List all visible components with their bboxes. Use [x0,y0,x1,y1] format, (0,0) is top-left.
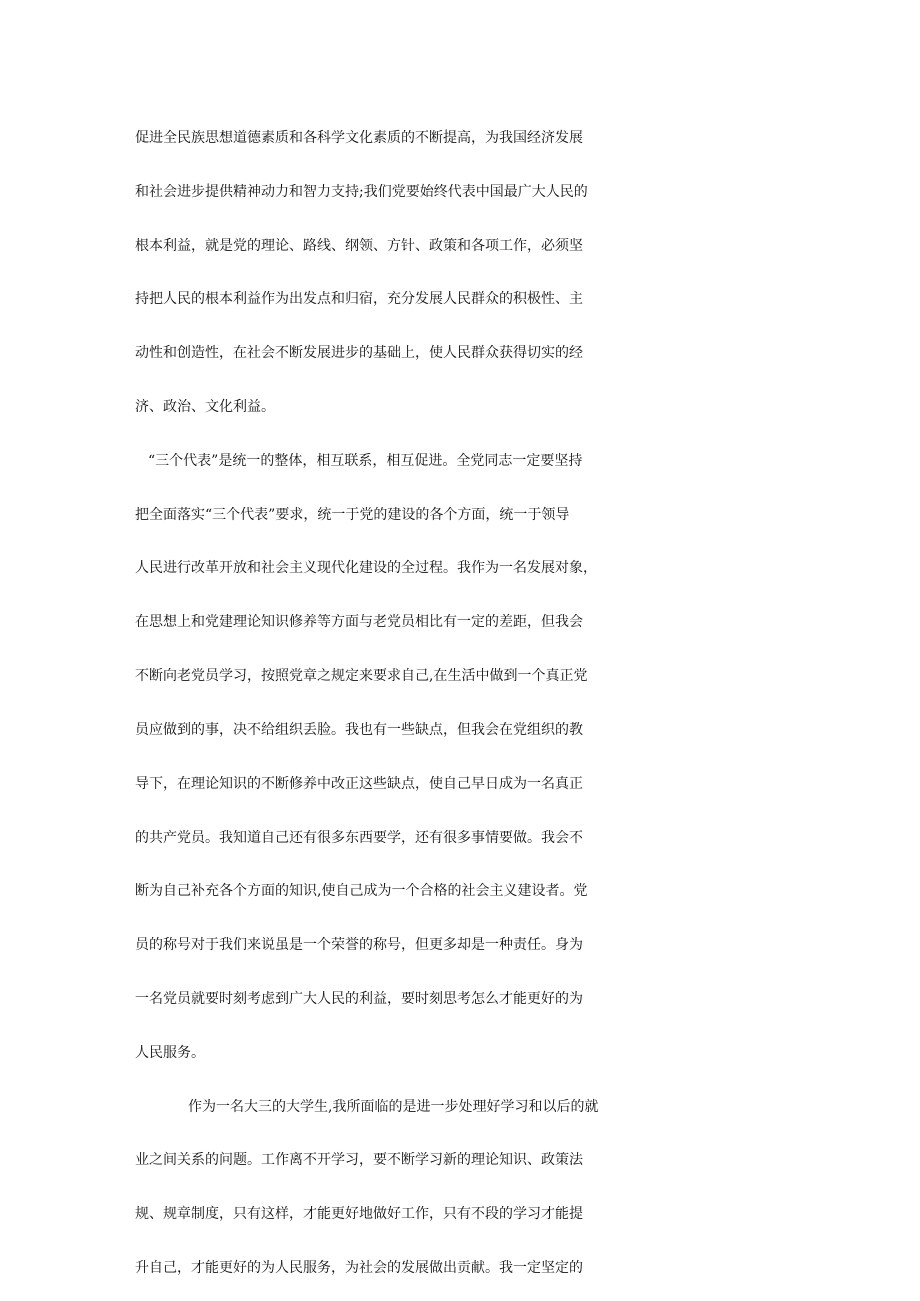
paragraph-2-line-9: 断为自己补充各个方面的知识,使自己成为一个合格的社会主义建设者。党 [135,883,588,900]
paragraph-1-line-5: 动性和创造性，在社会不断发展进步的基础上，使人民群众获得切实的经 [135,345,583,362]
paragraph-3-line-2: 业之间关系的问题。工作离不开学习，要不断学习新的理论知识、政策法 [135,1152,583,1169]
paragraph-1-line-1: 促进全民族思想道德素质和各科学文化素质的不断提高，为我国经济发展 [135,130,583,146]
paragraph-2-line-8: 的共产党员。我知道自己还有很多东西要学，还有很多事情要做。我会不 [135,829,583,846]
paragraph-2-line-1: “三个代表”是统一的整体，相互联系，相互促进。全党同志一定要坚持 [148,452,583,469]
paragraph-1-line-6: 济、政治、文化利益。 [135,399,275,416]
paragraph-3-line-1: 作为一名大三的大学生,我所面临的是进一步处理好学习和以后的就 [188,1098,599,1115]
paragraph-2-line-7: 导下，在理论知识的不断修养中改正这些缺点，使自己早日成为一名真正 [135,775,583,792]
paragraph-2-line-12: 人民服务。 [135,1044,205,1061]
paragraph-3-line-4: 升自己，才能更好的为人民服务，为社会的发展做出贡献。我一定坚定的 [135,1260,583,1276]
paragraph-3-line-3: 规、规章制度，只有这样，才能更好地做好工作，只有不段的学习才能提 [135,1206,583,1223]
paragraph-1-line-2: 和社会进步提供精神动力和智力支持;我们党要始终代表中国最广大人民的 [135,183,588,200]
paragraph-1-line-3: 根本利益，就是党的理论、路线、纲领、方针、政策和各项工作，必须坚 [135,237,583,254]
paragraph-2-line-3: 人民进行改革开放和社会主义现代化建设的全过程。我作为一名发展对象， [135,560,597,577]
paragraph-2-line-10: 员的称号对于我们来说虽是一个荣誉的称号，但更多却是一种责任。身为 [135,937,583,954]
paragraph-2-line-6: 员应做到的事，决不给组织丢脸。我也有一些缺点，但我会在党组织的教 [135,721,583,738]
paragraph-2-line-11: 一名党员就要时刻考虑到广大人民的利益，要时刻思考怎么才能更好的为 [135,990,583,1007]
paragraph-2-line-2: 把全面落实“三个代表”要求，统一于党的建设的各个方面，统一于领导 [135,506,570,523]
paragraph-2-line-5: 不断向老党员学习，按照党章之规定来要求自己,在生活中做到一个真正党 [135,668,588,685]
paragraph-1-line-4: 持把人民的根本利益作为出发点和归宿，充分发展人民群众的积极性、主 [135,291,583,308]
paragraph-2-line-4: 在思想上和党建理论知识修养等方面与老党员相比有一定的差距，但我会 [135,614,583,631]
